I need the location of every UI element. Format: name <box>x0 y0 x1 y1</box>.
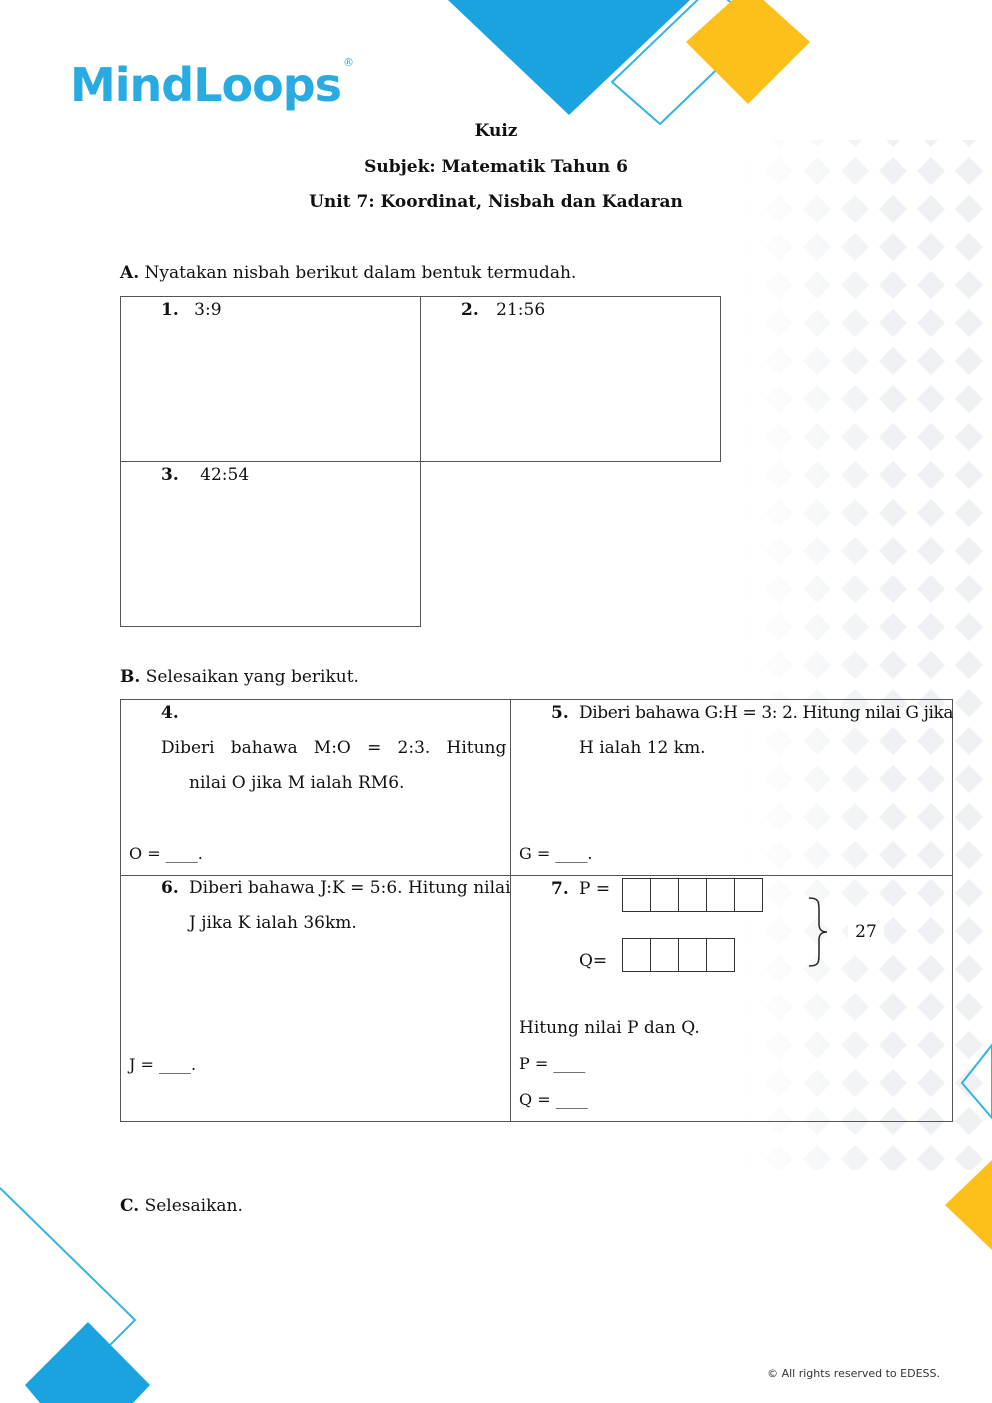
p-label: P = <box>579 879 611 899</box>
question-5-line2: H ialah 12 km. <box>579 738 706 758</box>
bottom-blue-shape <box>25 1322 150 1403</box>
question-5-answer[interactable]: G = ____. <box>519 844 593 863</box>
section-c-heading <box>120 1196 243 1216</box>
question-2-text: 21:56 <box>496 300 546 320</box>
section-c-label: C. <box>120 1196 140 1216</box>
question-4-line1: Diberi bahawa M:O = 2:3. Hitung <box>161 738 507 758</box>
question-1-number: 1. <box>161 300 179 320</box>
p-box[interactable] <box>734 878 763 912</box>
question-4-answer[interactable]: O = ____. <box>129 844 203 863</box>
question-5-line1: Diberi bahawa G:H = 3: 2. Hitung nilai G jika <box>579 703 954 723</box>
question-2-number: 2. <box>461 300 479 320</box>
copyright-footer: © All rights reserved to EDESS. <box>767 1367 940 1380</box>
question-6-line1: Diberi bahawa J:K = 5:6. Hitung nilai <box>189 878 511 898</box>
q-box[interactable] <box>650 938 679 972</box>
q-box[interactable] <box>622 938 651 972</box>
question-2-cell[interactable] <box>421 297 721 462</box>
q-label: Q= <box>579 951 608 971</box>
question-5-number: 5. <box>551 703 569 723</box>
question-4-number: 4. <box>161 703 179 723</box>
curly-brace-icon <box>805 896 835 968</box>
total-value: 27 <box>848 912 884 952</box>
section-b-heading <box>120 667 359 687</box>
section-b-instruction: Selesaikan yang berikut. <box>145 667 359 687</box>
p-answer[interactable]: P = ____ <box>519 1054 586 1073</box>
p-box[interactable] <box>678 878 707 912</box>
question-4-line2: nilai O jika M ialah RM6. <box>189 773 405 793</box>
mindloops-logo <box>70 56 354 114</box>
question-1-cell[interactable] <box>121 297 421 462</box>
p-box[interactable] <box>650 878 679 912</box>
question-4-cell[interactable] <box>121 700 511 876</box>
section-b-label: B. <box>120 667 141 687</box>
section-b-table <box>120 699 953 1122</box>
question-6-line2: J jika K ialah 36km. <box>189 913 357 933</box>
p-box[interactable] <box>706 878 735 912</box>
q-boxes <box>622 938 735 972</box>
q-answer[interactable]: Q = ____ <box>519 1090 588 1109</box>
question-6-answer[interactable]: J = ____. <box>129 1055 197 1074</box>
question-5-cell[interactable] <box>511 700 953 876</box>
section-a-label: A. <box>120 263 140 283</box>
section-a-instruction: Nyatakan nisbah berikut dalam bentuk termudah. <box>144 263 577 283</box>
question-7-instruction: Hitung nilai P dan Q. <box>519 1018 700 1038</box>
top-yellow-diamond <box>686 0 810 104</box>
question-7-cell[interactable] <box>511 876 953 1122</box>
right-yellow-shape <box>945 1160 992 1250</box>
p-boxes <box>622 878 763 912</box>
top-blue-shape <box>448 0 690 115</box>
q-box[interactable] <box>706 938 735 972</box>
question-6-number: 6. <box>161 878 179 898</box>
question-3-number: 3. <box>161 465 179 485</box>
question-3-cell[interactable] <box>121 462 421 627</box>
unit-title: Unit 7: Koordinat, Nisbah dan Kadaran <box>309 192 683 212</box>
subject-title: Subjek: Matematik Tahun 6 <box>364 157 628 177</box>
q-box[interactable] <box>678 938 707 972</box>
section-a-heading <box>120 263 576 283</box>
question-7-number: 7. <box>551 879 569 899</box>
logo-text: MindLoops <box>70 58 342 112</box>
section-a-table <box>120 296 721 627</box>
question-1-text: 3:9 <box>194 300 222 320</box>
page-title: Kuiz <box>474 121 518 141</box>
question-3-text: 42:54 <box>200 465 250 485</box>
question-6-cell[interactable] <box>121 876 511 1122</box>
registered-mark: ® <box>343 56 355 69</box>
section-c-instruction: Selesaikan. <box>144 1196 243 1216</box>
p-box[interactable] <box>622 878 651 912</box>
